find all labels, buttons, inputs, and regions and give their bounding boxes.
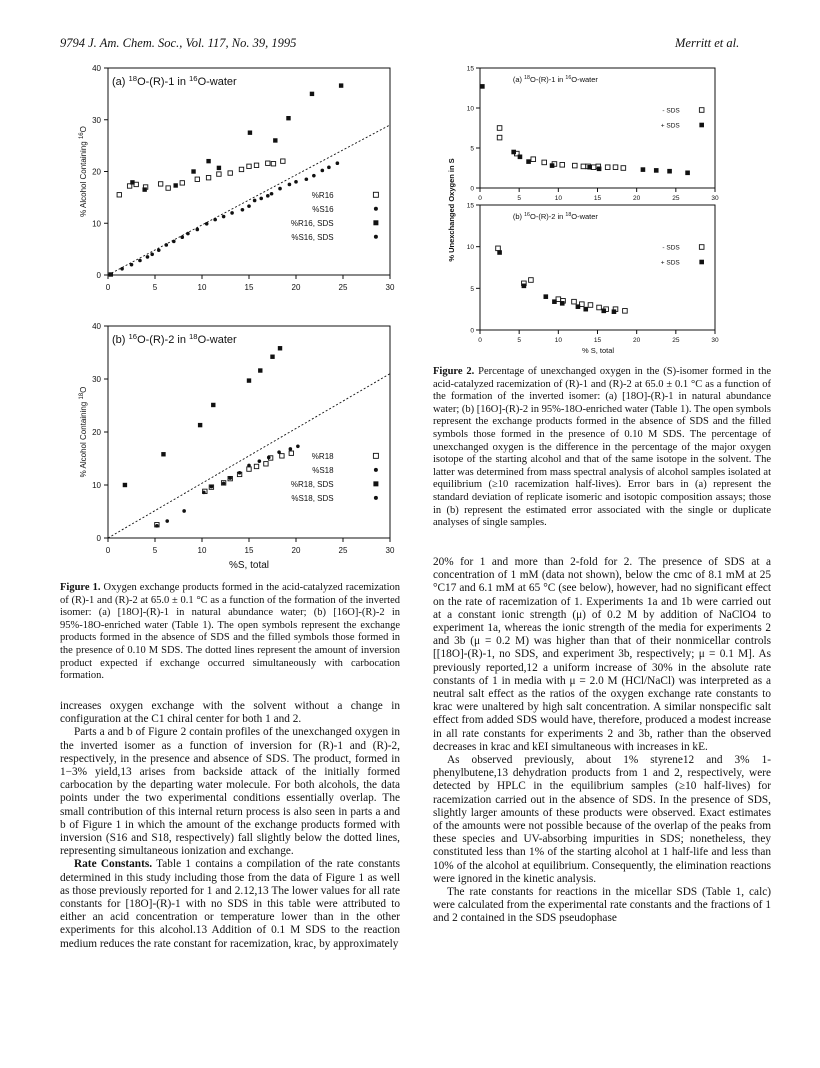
filled-circle-marker [247,204,251,208]
filled-circle-marker [155,524,159,528]
open-square-marker [572,163,577,168]
running-header-right: Merritt et al. [675,36,740,50]
dotted-reference-line [108,374,390,538]
filled-square-marker [552,299,557,304]
filled-circle-marker [120,267,124,271]
x-tick-label: 25 [338,283,348,292]
section-heading: Rate Constants. [74,858,153,871]
filled-circle-marker [253,199,257,203]
open-square-marker [206,176,210,180]
filled-square-marker [173,183,177,187]
open-square-marker [496,246,501,251]
open-square-marker [699,245,704,250]
open-square-marker [254,464,258,468]
open-square-marker [166,186,170,190]
open-square-marker [180,181,184,185]
filled-square-marker [211,403,215,407]
panel-title: (a) $^{18}$O-(R)-1 in $^{16}$O-water [512,75,598,84]
open-square-marker [254,163,258,167]
filled-circle-marker [374,496,378,500]
filled-square-marker [123,483,127,487]
open-square-marker [373,192,378,197]
filled-square-marker [142,187,146,191]
figure-2-caption [433,366,771,530]
filled-square-marker [522,284,527,289]
filled-square-marker [587,165,592,170]
filled-square-marker [576,304,581,309]
filled-square-marker [258,368,262,372]
legend-label: %R16 [311,190,334,200]
x-tick-label: 20 [291,283,301,292]
panel-title: (b) $^{16}$O-(R)-2 in $^{18}$O-water [112,331,237,346]
filled-circle-marker [222,482,226,486]
filled-circle-marker [222,215,226,219]
right-column-text [433,556,771,926]
filled-square-marker [654,168,659,173]
filled-circle-marker [150,253,154,257]
open-square-marker [247,467,251,471]
x-tick-label: 0 [478,337,482,344]
filled-square-marker [198,423,202,427]
open-square-marker [117,193,121,197]
filled-square-marker [526,159,531,164]
filled-square-marker [217,166,221,170]
x-tick-label: 5 [517,195,521,202]
x-tick-label: 25 [672,195,680,202]
filled-circle-marker [321,169,325,173]
filled-circle-marker [258,459,262,463]
plot-frame [108,326,390,538]
filled-circle-marker [213,218,217,222]
filled-circle-marker [305,177,309,181]
open-square-marker [560,163,565,168]
filled-circle-marker [210,485,214,489]
filled-square-marker [161,452,165,456]
legend-label: %S16, SDS [291,232,334,242]
filled-circle-marker [146,255,150,259]
filled-square-marker [206,159,210,163]
paragraph: As observed previously, about 1% styrene12 and 3% 1-phenylbutene,13 dehydration products from 1 and 2, respectively, were detected by HPLC in the equilibrium samples (≥10 half-lives) for racemization carried out in the absence of SDS. In the presence of SDS, slightly larger amounts of these products were observed. Exact estimates of the amounts were not possible because of the overlap of the peaks from these species and UV-absorbing impurities in SDS; nonetheless, they constituted less than 1% of the starting alcohol at 1 half-life and less than 10% of the alcohol at equilibrium. Consequently, the elimination reactions were ignored in the kinetic analysis. [433,754,771,885]
legend-label: %R16, SDS [290,218,334,228]
figure-1-caption [60,582,400,683]
x-tick-label: 20 [291,546,301,555]
y-tick-label: 10 [92,219,101,229]
legend-label: %S18 [312,465,334,475]
filled-square-marker [699,260,704,265]
filled-circle-marker [172,240,176,244]
legend-label: + SDS [660,259,680,267]
x-tick-label: 20 [633,195,641,202]
figure-1b-chart [60,318,405,580]
x-tick-label: 30 [711,195,719,202]
filled-square-marker [497,250,502,255]
filled-square-marker [685,171,690,176]
filled-square-marker [278,346,282,350]
x-axis-label: %S, total [228,560,270,571]
filled-square-marker [339,83,343,87]
open-square-marker [373,453,378,458]
filled-square-marker [191,169,195,173]
filled-circle-marker [336,161,340,165]
x-tick-label: 30 [385,283,395,292]
filled-circle-marker [294,180,298,184]
y-tick-label: 0 [470,327,474,335]
legend-label: - SDS [662,244,680,252]
running-header-left: 9794 J. Am. Chem. Soc., Vol. 117, No. 39, 1995 [60,36,297,50]
x-tick-label: 25 [672,337,680,344]
open-square-marker [289,451,293,455]
y-axis-label: % Alcohol Containing $^{16}$O [79,126,88,217]
legend-label: + SDS [660,122,680,130]
open-square-marker [613,165,618,170]
filled-square-marker [560,301,565,306]
open-square-marker [572,299,577,304]
filled-circle-marker [230,211,234,215]
open-square-marker [497,126,502,131]
y-tick-label: 5 [470,145,474,153]
open-square-marker [605,165,610,170]
legend-label: %R18 [311,451,334,461]
open-square-marker [699,108,704,113]
y-tick-label: 20 [92,167,101,177]
filled-square-marker [612,309,617,314]
filled-circle-marker [130,263,134,267]
filled-square-marker [270,355,274,359]
filled-square-marker [511,150,516,155]
y-tick-label: 10 [466,244,474,252]
legend-label: - SDS [662,107,680,115]
open-square-marker [556,297,561,302]
x-tick-label: 30 [385,546,395,555]
x-tick-label: 10 [197,546,207,555]
filled-square-marker [480,84,485,89]
filled-square-marker [667,169,672,174]
x-tick-label: 15 [593,337,602,344]
filled-circle-marker [238,471,242,475]
open-square-marker [239,167,243,171]
figure-2-chart [430,60,770,360]
x-tick-label: 5 [517,337,521,344]
panel-title: (a) $^{18}$O-(R)-1 in $^{16}$O-water [112,73,237,88]
filled-square-marker [109,272,113,276]
filled-circle-marker [186,232,190,236]
filled-circle-marker [196,228,200,232]
y-tick-label: 15 [466,202,474,210]
x-tick-label: 5 [152,283,158,292]
y-tick-label: 5 [470,285,474,293]
open-square-marker [497,135,502,140]
open-square-marker [217,172,221,176]
filled-circle-marker [247,464,251,468]
filled-square-marker [373,481,378,486]
filled-square-marker [601,309,606,314]
filled-circle-marker [205,222,209,226]
y-tick-label: 0 [470,185,474,193]
figure-1a-chart [60,60,405,300]
filled-square-marker [544,294,549,299]
paragraph: Parts a and b of Figure 2 contain profiles of the unexchanged oxygen in the inverted isomer as a function of inversion for (R)-1 and (R)-2, respectively, in the presence and absence of SDS. The product, formed in 1−3% yield,13 arises from backside attack of the initially formed carbocation by the departing water molecule. For both alcohols, the data points under the two experimental conditions essentially overlap. The small contribution of this internal return process is also seen in parts a and b of Figure 1 in which the amount of the exchange products formed with inversion (S16 and S18, respectively) fall slightly below the dotted lines, representing simultaneous ionization and exchange. [60,726,400,858]
y-tick-label: 40 [92,64,101,73]
legend-label: %R18, SDS [290,479,334,489]
plot-frame [108,68,390,275]
filled-circle-marker [180,235,184,239]
filled-circle-marker [374,235,378,239]
y-tick-label: 40 [92,322,101,331]
open-square-marker [542,160,547,165]
filled-square-marker [286,116,290,120]
open-square-marker [264,462,268,466]
filled-circle-marker [289,447,293,451]
x-tick-label: 25 [338,546,348,555]
paragraph: 20% for 1 and more than 2-fold for 2. The presence of SDS at a concentration of 1 mM (data not shown), below the cmc of 8.1 mM at 25 °C17 and 6.1 mM at 65 °C (see below), however, had no significant effect on the rate of racemization of 1. Experiments 1a and 1b were carried out at a constant ionic strength (μ) of 0.2 M by addition of NaClO4 to experiment 1a, whereas the ionic strength of the media for experiments 2 and 3b (μ = 0.2 M) was higher than that of their nonmicellar controls [[18O]-(R)-1, no SDS, and experiment 3b, respectively; μ = 0.1 M]. As previously reported,12 a uniform increase of 30% in the absolute rate constants of 1 in media with μ = 2.0 M (HCl/NaCl) was interpreted as a neutral salt effect as the ratios of the oxygen exchange rate constants to krac were unaltered by high salt concentration. A similar nonspecific salt effect from added SDS would have, therefore, produced a modest increase in all rate constants for experiments 2 and 3b, rather than the observed decreases in krac and kEI simultaneous with increases in kE. [433,556,771,753]
y-axis-label: % Unexchanged Oxygen in S [447,158,456,262]
filled-circle-marker [157,248,161,252]
y-tick-label: 30 [92,375,101,384]
open-square-marker [247,164,251,168]
open-square-marker [531,157,536,162]
y-axis-label: % Alcohol Containing $^{18}$O [79,386,88,478]
filled-circle-marker [270,192,274,196]
filled-square-marker [248,130,252,134]
filled-circle-marker [266,194,270,198]
filled-circle-marker [202,491,206,495]
legend-label: %S18, SDS [291,493,334,503]
filled-square-marker [597,167,602,172]
figure-1-caption-text: Oxygen exchange products formed in the acid-catalyzed racemization of (R)-1 and (R)-2 at 65.0 ± 0.1 °C as a function of the formation of the inverted isomer: (a) [18O]-(R)-1 in natural abundance water; (b) [16O]-(R)-2 in 95%-18O-enriched water (Table 1). The open symbols represent the exchange products formed in the absence of SDS and the filled symbols those formed in the presence of 0.10 M SDS. The dotted lines represent the amount of inversion product expected if exchange occurred simultaneously with carbocation formation. [60,582,400,682]
x-tick-label: 10 [197,283,207,292]
filled-square-marker [699,123,704,128]
filled-circle-marker [267,456,271,460]
x-tick-label: 0 [105,546,111,555]
filled-circle-marker [278,187,282,191]
filled-circle-marker [277,450,281,454]
filled-circle-marker [164,243,168,247]
filled-square-marker [247,378,251,382]
filled-circle-marker [374,207,378,211]
filled-circle-marker [327,166,331,170]
open-square-marker [597,305,602,310]
open-square-marker [195,177,199,181]
dotted-reference-line [108,125,390,275]
x-tick-label: 15 [593,195,602,202]
open-square-marker [228,171,232,175]
y-tick-label: 20 [92,428,101,437]
x-tick-label: 10 [554,337,562,344]
x-tick-label: 30 [711,337,719,344]
plot-frame [480,205,715,330]
left-column-text [60,700,400,951]
y-tick-label: 10 [466,105,474,113]
filled-circle-marker [374,468,378,472]
y-tick-label: 10 [92,481,101,490]
open-square-marker [529,278,534,283]
legend-label: %S16 [312,204,334,214]
filled-square-marker [310,92,314,96]
x-tick-label: 15 [244,546,254,555]
open-square-marker [266,161,270,165]
filled-square-marker [583,307,588,312]
open-square-marker [280,454,284,458]
filled-circle-marker [165,519,169,523]
filled-circle-marker [259,197,263,201]
open-square-marker [623,309,628,314]
filled-circle-marker [241,208,245,212]
open-square-marker [621,166,626,171]
x-tick-label: 0 [105,283,111,292]
figure-2-caption-text: Percentage of unexchanged oxygen in the (S)-isomer formed in the acid-catalyzed racemization of (R)-1 and (R)-2 at 65.0 ± 0.1 °C as a function of the formation of the inverted isomer: (a) [18O]-(R)-1 in natural abundance water; (b) [16O]-(R)-2 in 95%-18O-enriched water (Table 1). The open symbols represent the exchange products formed in the absence of SDS and the filled symbols those formed in the presence of 0.10 M SDS. The percentage of unexchanged oxygen is the difference in the percentage of the major oxygen isotope of the starting alcohol and that of the same isotope in the solvent. The latter was determined from mass spectral analysis of alcohol samples isolated at equilibrium (≥10 racemization half-lives). Error bars in (a) represent the standard deviation of replicate isomeric and isotopic composition assays; those in (b) represent the estimated error associated with the single or duplicate analyses of single samples. [433,366,772,529]
open-square-marker [158,182,162,186]
filled-square-marker [130,180,134,184]
paragraph: Table 1 contains a compilation of the rate constants determined in this study including those from the data of Figure 1 as well as those previously reported for 1 and 2.12,13 The lower values for all rate constants for [18O]-(R)-1 with no SDS in this table were attributed to either an acid concentration or temperature lower than in the other experiments for this alcohol.13 Addition of 0.1 M SDS to the reaction medium reduces the rate constant for racemization, krac, by approximately [60,858,400,950]
x-tick-label: 10 [554,195,562,202]
filled-square-marker [273,138,277,142]
x-tick-label: 20 [633,337,641,344]
filled-circle-marker [312,174,316,178]
open-square-marker [591,165,596,170]
panel-title: (b) $^{16}$O-(R)-2 in $^{18}$O-water [512,212,598,221]
filled-circle-marker [288,183,292,187]
filled-circle-marker [296,445,300,449]
filled-circle-marker [228,476,232,480]
x-axis-label: % S, total [581,346,615,355]
y-tick-label: 15 [466,65,474,73]
filled-circle-marker [138,259,142,263]
y-tick-label: 30 [92,115,101,125]
open-square-marker [580,302,585,307]
open-square-marker [581,164,586,169]
y-tick-label: 0 [96,271,101,280]
figure-2-caption-label: Figure 2. [433,366,475,377]
filled-square-marker [373,220,378,225]
figure-1-caption-label: Figure 1. [60,582,101,593]
filled-square-marker [518,155,523,160]
open-square-marker [281,159,285,163]
paragraph: The rate constants for reactions in the micellar SDS (Table 1, calc) were calculated from the experimental rate constants and the fractions of 1 and 2 contained in the SDS pseudophase [433,886,771,925]
x-tick-label: 5 [152,546,158,555]
filled-square-marker [550,163,555,168]
paragraph: increases oxygen exchange with the solvent without a change in configuration at the C1 chiral center for both 1 and 2. [60,700,400,726]
filled-square-marker [641,167,646,172]
open-square-marker [271,162,275,166]
open-square-marker [134,182,138,186]
filled-circle-marker [182,509,186,513]
x-tick-label: 0 [478,195,482,202]
x-tick-label: 15 [244,283,254,292]
open-square-marker [588,303,593,308]
y-tick-label: 0 [96,534,101,543]
